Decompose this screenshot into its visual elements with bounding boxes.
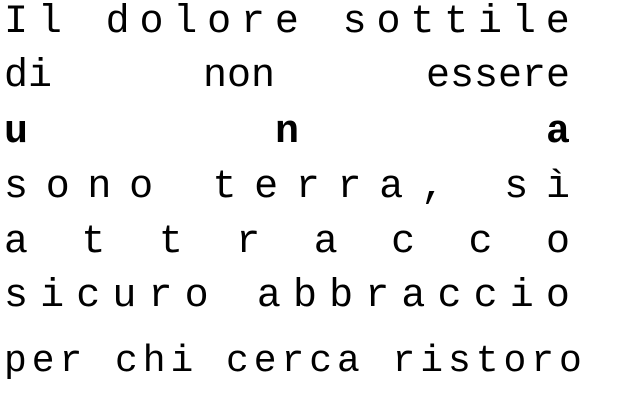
poem-char-0: I	[4, 0, 29, 45]
poem-char-2: c	[76, 274, 101, 319]
poem-char-8: e	[274, 0, 299, 45]
poem-char-1: i	[40, 274, 65, 319]
poem-char-10: s	[342, 0, 367, 45]
poem-char-8: c	[226, 340, 249, 383]
poem-char-14: i	[509, 274, 534, 319]
poem-char-6	[221, 272, 245, 322]
poem-char-9: e	[253, 340, 277, 383]
poem-char-12: t	[410, 0, 435, 45]
poem-char-13: t	[444, 0, 469, 45]
poem-char-4	[171, 163, 195, 213]
poem-char-4: o	[139, 0, 164, 45]
poem-line-1	[4, 0, 570, 48]
poem-char-6: i	[170, 340, 194, 383]
poem-word-0: di	[4, 54, 53, 99]
poem-char-5: t	[212, 165, 237, 210]
poem-char-0: a	[4, 220, 29, 265]
poem-char-10: r	[281, 340, 305, 383]
poem-char-14: r	[392, 340, 416, 383]
poem-char-0: s	[4, 165, 29, 210]
poem-char-6: o	[207, 0, 232, 45]
poem-char-16: e	[545, 0, 570, 45]
poem-char-12: s	[504, 165, 529, 210]
poem-char-2: n	[87, 165, 112, 210]
poem-char-2: r	[59, 340, 83, 383]
poem-char-12: a	[337, 340, 360, 383]
poem-char-4: a	[313, 220, 338, 265]
poem-char-0: s	[4, 274, 29, 319]
poem-char-3: r	[236, 220, 261, 265]
poem-char-5: o	[184, 274, 209, 319]
poem-char-12: c	[437, 274, 462, 319]
poem-char-11: c	[309, 340, 333, 383]
poem-char-4: r	[148, 274, 173, 319]
poem-char-7: a	[256, 274, 281, 319]
poem-char-7: o	[545, 220, 570, 265]
poem-char-20: o	[559, 340, 582, 383]
poem-char-6: c	[468, 220, 493, 265]
poem-char-15: l	[511, 0, 536, 45]
poem-char-7: r	[295, 165, 320, 210]
poem-char-2: t	[158, 220, 183, 265]
poem-char-6: e	[254, 165, 279, 210]
poem-char-1: o	[45, 165, 70, 210]
poem-char-7: r	[241, 0, 266, 45]
poem-char-15: i	[420, 340, 444, 383]
poem-char-3: u	[112, 274, 137, 319]
poem-char-3	[87, 337, 110, 387]
poem-char-4: c	[115, 340, 138, 383]
poem-char-13: ì	[545, 165, 570, 210]
poem-char-0: p	[4, 340, 27, 383]
poem-char-9	[309, 0, 333, 48]
poem-char-19: r	[531, 340, 555, 383]
poem-line-3	[4, 108, 570, 158]
poem-char-10: r	[365, 274, 390, 319]
poem-char-1: t	[81, 220, 106, 265]
poem-word-2: essere	[425, 54, 570, 99]
poem-char-2	[72, 0, 96, 48]
poem-char-1: n	[274, 110, 299, 155]
poem-char-16: s	[448, 340, 471, 383]
poem-line-2	[4, 52, 570, 102]
poem-char-17: t	[475, 340, 499, 383]
poem-char-8: r	[337, 165, 362, 210]
poem-char-13: c	[473, 274, 498, 319]
poem-char-1: e	[31, 340, 55, 383]
poem-line-4	[4, 163, 570, 213]
poem-char-5: h	[142, 340, 166, 383]
poem-char-9: a	[379, 165, 404, 210]
poem-char-14: i	[478, 0, 503, 45]
poem-char-10: ,	[420, 165, 445, 210]
poem-char-3: d	[105, 0, 130, 45]
poem-line-6	[4, 272, 570, 322]
poem-char-11: a	[401, 274, 426, 319]
poem-char-3: o	[129, 165, 154, 210]
poem-char-18: o	[503, 340, 527, 383]
poem-char-9: b	[329, 274, 354, 319]
poem-char-1: l	[37, 0, 62, 45]
poem-char-5: c	[391, 220, 416, 265]
poem-char-2: a	[545, 110, 570, 155]
poem-char-8: b	[293, 274, 318, 319]
poem-char-15: o	[545, 274, 570, 319]
poem-char-11	[463, 163, 487, 213]
poem-word-1: non	[202, 54, 275, 99]
poem-char-13	[365, 337, 388, 387]
poem-char-7	[198, 337, 221, 387]
poem-char-11: o	[376, 0, 401, 45]
poem-line-5	[4, 218, 570, 268]
poem-char-5: l	[173, 0, 198, 45]
poem-line-7	[4, 337, 582, 387]
poem-char-0: u	[4, 110, 29, 155]
